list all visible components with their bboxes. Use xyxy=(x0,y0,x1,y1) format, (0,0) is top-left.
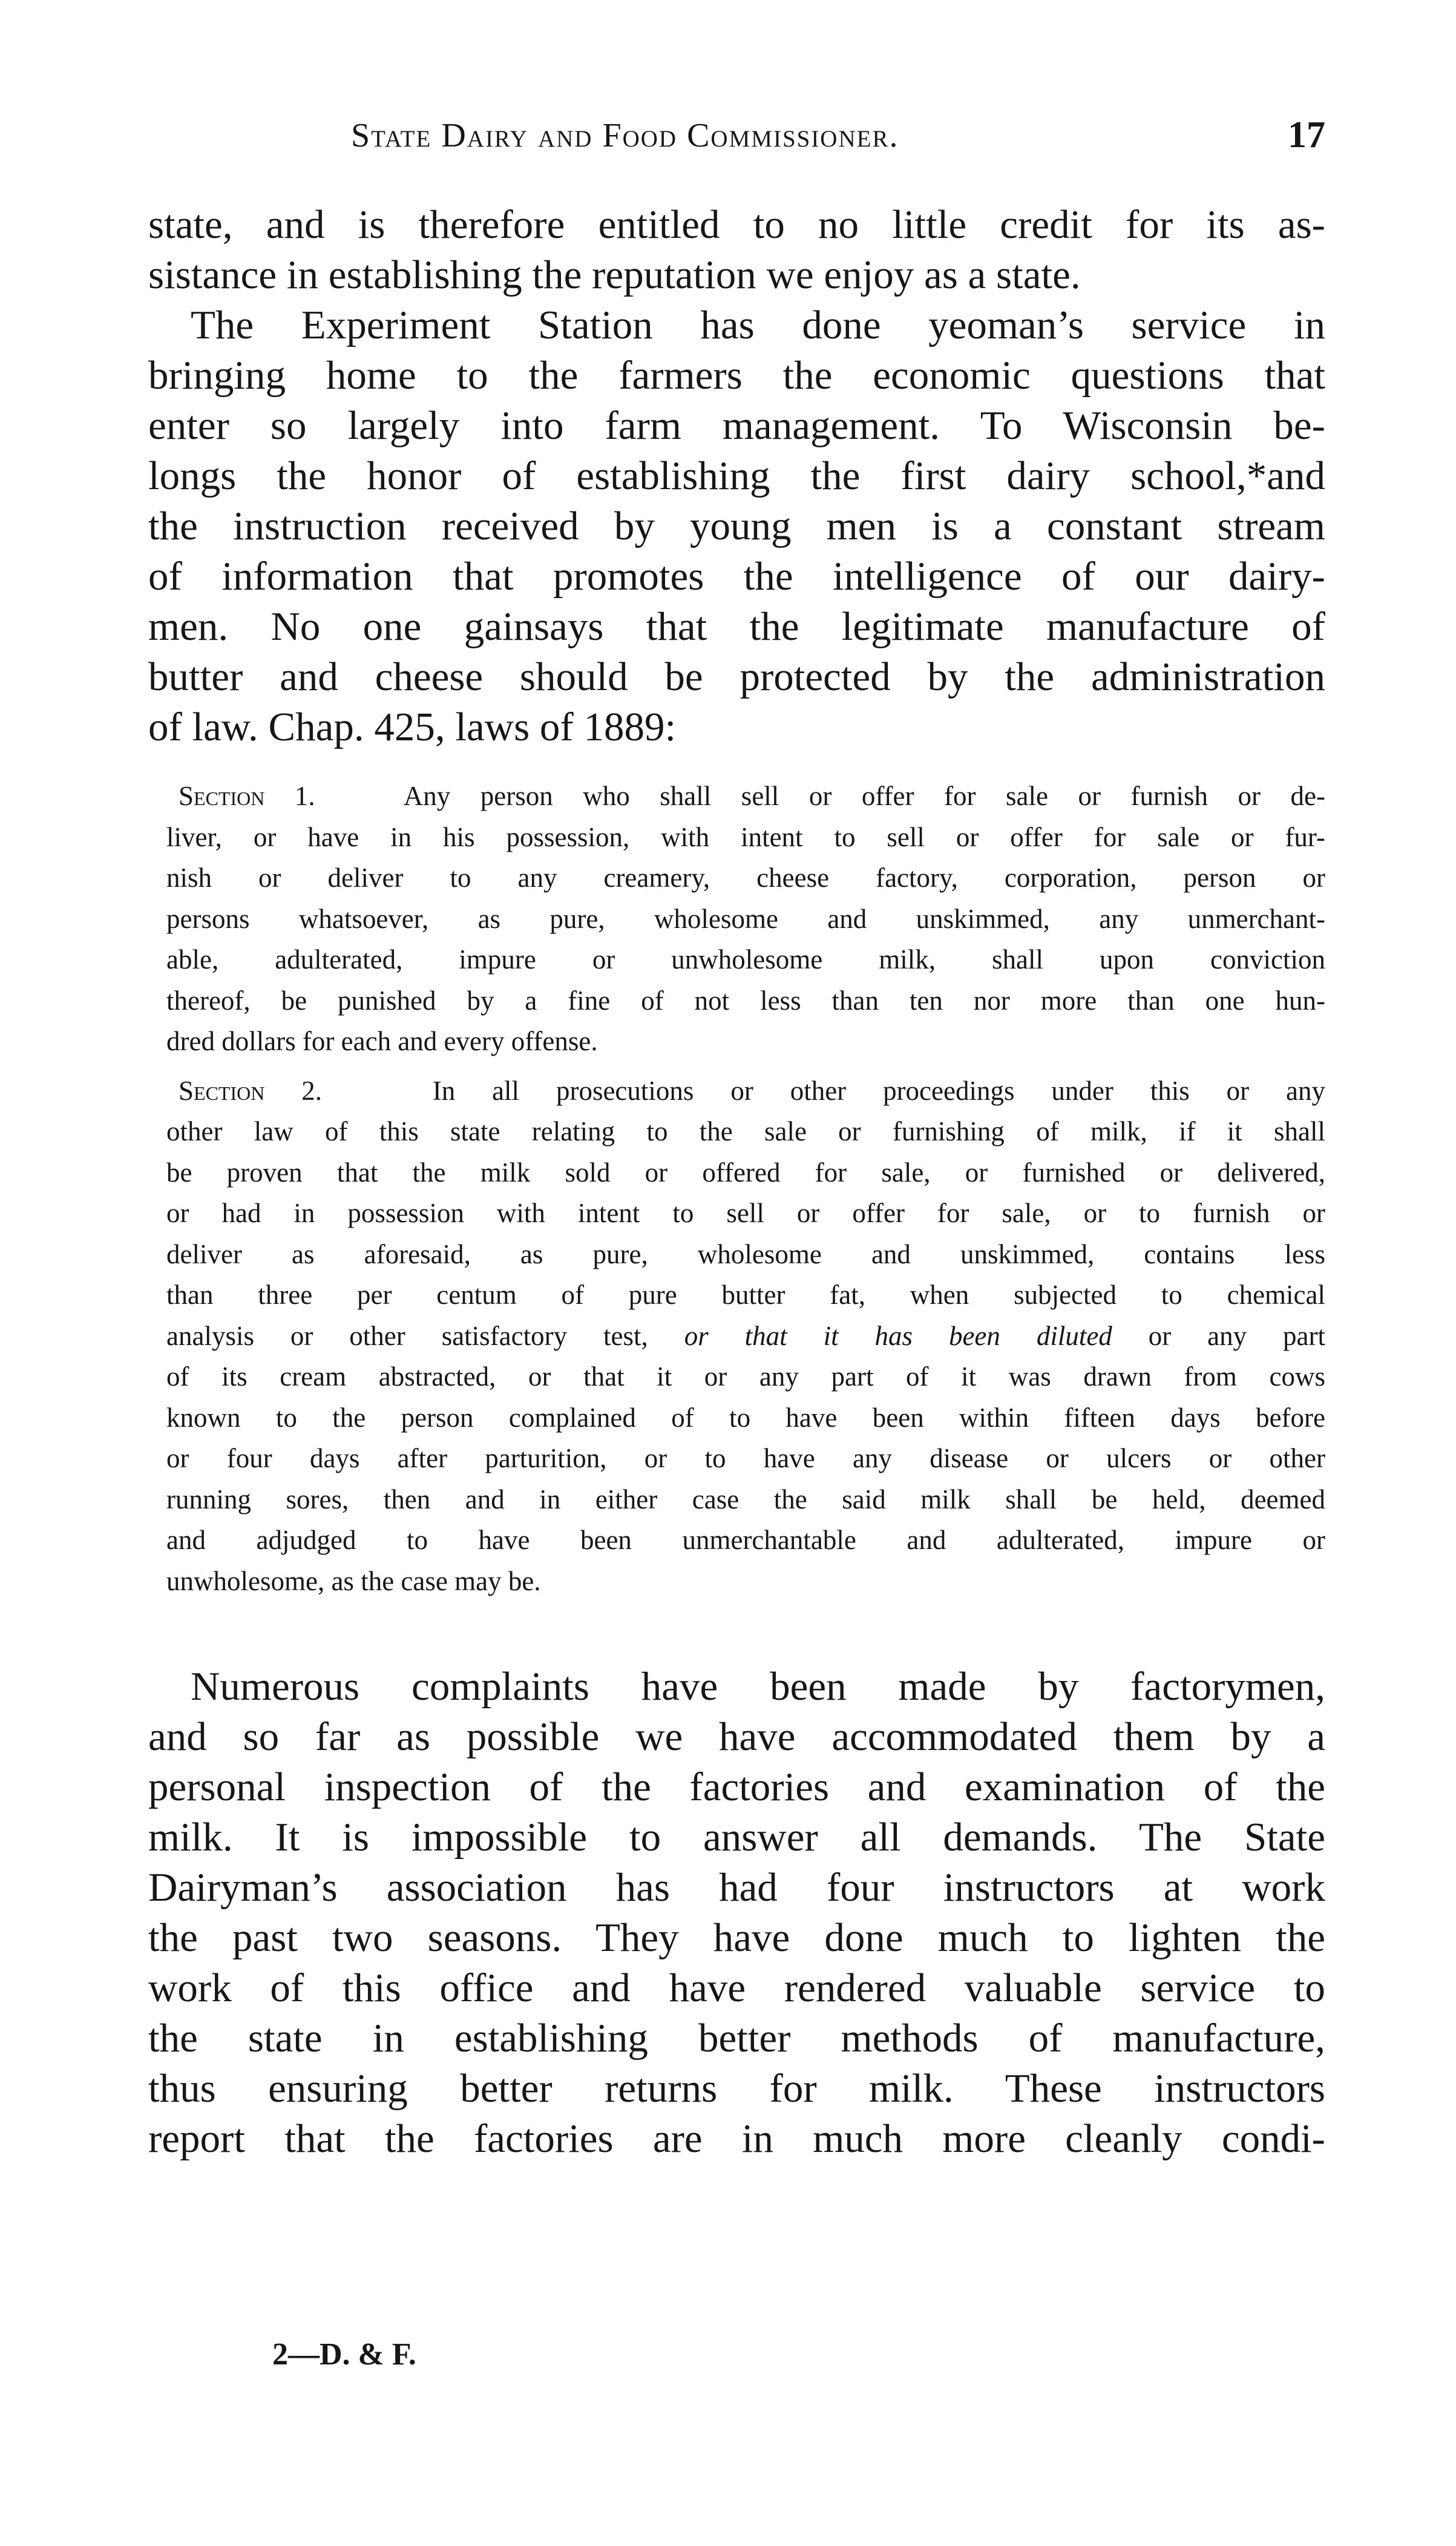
statute-section-1 xyxy=(166,776,1325,1062)
text-line: deliver as aforesaid, as pure, wholesome and unskimmed, contains less xyxy=(166,1238,1325,1269)
text-line: be proven that the milk sold or offered for sale, or furnished or delivered, xyxy=(166,1157,1325,1188)
signature-mark: 2—D. & F. xyxy=(272,2337,416,2372)
page-header xyxy=(151,110,1325,165)
text-line: longs the honor of establishing the first dairy school,*and xyxy=(148,453,1325,498)
text-line: work of this office and have rendered valuable service to xyxy=(148,1965,1325,2010)
text-line: persons whatsoever, as pure, wholesome and unskimmed, any unmerchant- xyxy=(166,903,1325,934)
text-segment: analysis or other satisfactory test, xyxy=(166,1320,684,1351)
text-line: other law of this state relating to the sale or furnishing of milk, if it shall xyxy=(166,1116,1325,1146)
paragraph-continuation xyxy=(148,200,1325,300)
text-line: enter so largely into farm management. To Wisconsin be- xyxy=(148,403,1325,448)
text-line: nish or deliver to any creamery, cheese factory, corporation, person or xyxy=(166,863,1325,893)
text-line: the instruction received by young men is a constant stream xyxy=(148,504,1325,548)
text-line: butter and cheese should be protected by the administration xyxy=(148,654,1325,699)
text-line: thereof, be punished by a fine of not less than ten nor more than one hun- xyxy=(166,985,1325,1016)
running-head: State Dairy and Food Commissioner. xyxy=(351,117,899,154)
body-text-bottom xyxy=(148,1662,1325,2164)
text-line: running sores, then and in either case the said milk shall be held, deemed xyxy=(166,1484,1325,1515)
text-line: unwholesome, as the case may be. xyxy=(166,1565,541,1596)
text-line: men. No one gainsays that the legitimate manufacture of xyxy=(148,604,1325,649)
text-line: report that the factories are in much more cleanly condi- xyxy=(148,2116,1325,2161)
text-line: than three per centum of pure butter fat, when subjected to chemical xyxy=(166,1280,1325,1310)
text-line xyxy=(166,1071,1325,1112)
section-label: Section 2. xyxy=(179,1075,322,1106)
text-line: of information that promotes the intelligence of our dairy- xyxy=(148,554,1325,599)
italic-phrase: or that it has been diluted xyxy=(684,1320,1112,1351)
paragraph-complaints xyxy=(148,1662,1325,2164)
text-line: sistance in establishing the reputation we enjoy as a state. xyxy=(148,252,1081,297)
text-line: personal inspection of the factories and examination of the xyxy=(148,1765,1325,1809)
text-line: known to the person complained of to have been within fifteen days before xyxy=(166,1402,1325,1433)
text-line: or four days after parturition, or to have any disease or ulcers or other xyxy=(166,1443,1325,1473)
paragraph-experiment-station xyxy=(148,300,1325,752)
text-segment: or any part xyxy=(1112,1320,1326,1351)
body-text-top xyxy=(148,200,1325,752)
text-line: Numerous complaints have been made by factorymen, xyxy=(191,1664,1325,1709)
text-line: state, and is therefore entitled to no little credit for its as- xyxy=(148,202,1325,247)
text-line: milk. It is impossible to answer all demands. The State xyxy=(148,1815,1325,1860)
text-line: Dairyman’s association has had four instructors at work xyxy=(148,1865,1325,1910)
text-line: or had in possession with intent to sell or offer for sale, or to furnish or xyxy=(166,1198,1325,1228)
text-line: The Experiment Station has done yeoman’s service in xyxy=(191,303,1325,347)
text-line: of its cream abstracted, or that it or any part of it was drawn from cows xyxy=(166,1361,1325,1392)
text-line: liver, or have in his possession, with intent to sell or offer for sale or fur- xyxy=(166,821,1325,852)
section-text: Any person who shall sell or offer for sale or furnish or de- xyxy=(403,781,1325,811)
section-label: Section 1. xyxy=(179,781,315,811)
text-line: dred dollars for each and every offense. xyxy=(166,1026,598,1056)
text-line: the past two seasons. They have done much to lighten the xyxy=(148,1915,1325,1960)
text-line: and adjudged to have been unmerchantable and adulterated, impure or xyxy=(166,1525,1325,1555)
statute-quotation xyxy=(166,776,1325,1602)
text-line: thus ensuring better returns for milk. These instructors xyxy=(148,2066,1325,2111)
text-line xyxy=(166,1316,1325,1357)
page-number: 17 xyxy=(1288,114,1325,156)
text-line: of law. Chap. 425, laws of 1889: xyxy=(148,705,677,749)
text-line: the state in establishing better methods of manufacture, xyxy=(148,2016,1325,2061)
text-line: able, adulterated, impure or unwholesome milk, shall upon conviction xyxy=(166,944,1325,975)
section-text: In all prosecutions or other proceedings under this or any xyxy=(432,1075,1326,1106)
statute-section-2 xyxy=(166,1071,1325,1602)
text-line: and so far as possible we have accommodated them by a xyxy=(148,1714,1325,1759)
text-line xyxy=(166,776,1325,817)
text-line: bringing home to the farmers the economic questions that xyxy=(148,353,1325,398)
